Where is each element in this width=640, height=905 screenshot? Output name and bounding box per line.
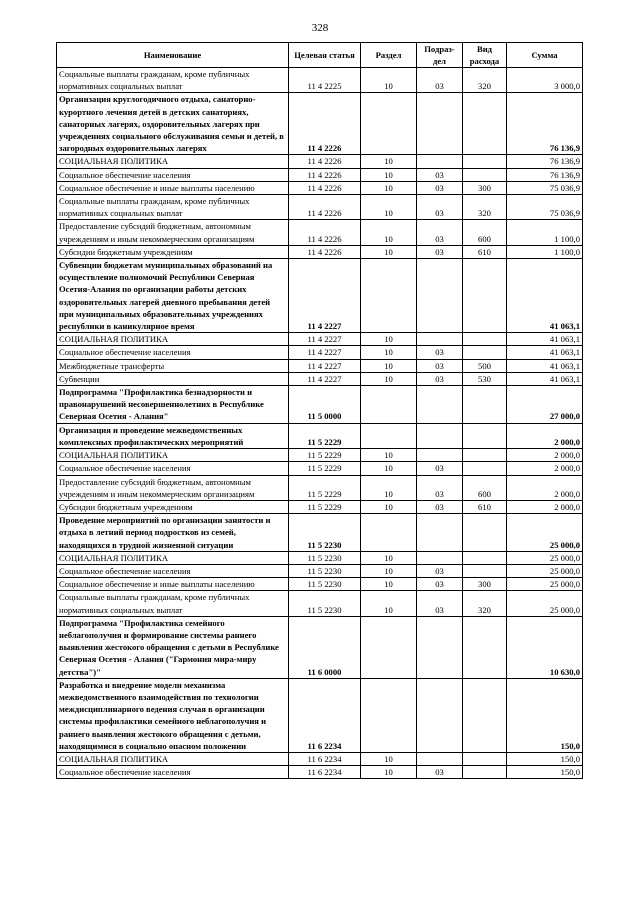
cell-subsection: 03 — [417, 359, 463, 372]
cell-expense-type: 500 — [463, 359, 507, 372]
table-row — [57, 168, 583, 181]
col-header-article: Целевая статья — [289, 43, 361, 68]
table-row — [57, 462, 583, 475]
cell-sum: 41 063,1 — [507, 259, 583, 333]
cell-subsection: 03 — [417, 462, 463, 475]
cell-section: 10 — [361, 346, 417, 359]
cell-name: Предоставление субсидий бюджетным, автономным учреждениям и иным некоммерческим организациям — [57, 475, 289, 500]
cell-section — [361, 514, 417, 552]
cell-sum: 76 136,9 — [507, 93, 583, 155]
cell-sum: 25 000,0 — [507, 578, 583, 591]
col-header-name: Наименование — [57, 43, 289, 68]
cell-name: Субвенции бюджетам муниципальных образований на осуществление полномочий Республики Северная Осетия-Алания по организации работы детских оздоровительных лагерей дневного пребывания детей при муниципальных образовательных учреждениях республики в каникулярное время — [57, 259, 289, 333]
cell-name: Проведение мероприятий по организации занятости и отдыха в летний период подростков из семей, находящихся в трудной жизненной ситуации — [57, 514, 289, 552]
cell-section: 10 — [361, 449, 417, 462]
cell-expense-type: 320 — [463, 68, 507, 93]
cell-section: 10 — [361, 578, 417, 591]
table-row — [57, 333, 583, 346]
cell-section — [361, 616, 417, 678]
cell-expense-type — [463, 462, 507, 475]
cell-section: 10 — [361, 500, 417, 513]
table-row — [57, 68, 583, 93]
cell-expense-type — [463, 616, 507, 678]
table-row — [57, 578, 583, 591]
cell-name: Социальное обеспечение и иные выплаты населению — [57, 181, 289, 194]
cell-article: 11 5 2230 — [289, 514, 361, 552]
cell-article: 11 4 2226 — [289, 220, 361, 245]
cell-expense-type: 600 — [463, 220, 507, 245]
cell-article: 11 4 2227 — [289, 346, 361, 359]
cell-sum: 41 063,1 — [507, 372, 583, 385]
cell-name: Социальные выплаты гражданам, кроме публичных нормативных социальных выплат — [57, 591, 289, 616]
cell-sum: 150,0 — [507, 766, 583, 779]
cell-name: Предоставление субсидий бюджетным, автономным учреждениям и иным некоммерческим организациям — [57, 220, 289, 245]
cell-subsection: 03 — [417, 168, 463, 181]
cell-sum: 25 000,0 — [507, 564, 583, 577]
cell-expense-type — [463, 93, 507, 155]
cell-subsection: 03 — [417, 346, 463, 359]
cell-section: 10 — [361, 372, 417, 385]
cell-subsection: 03 — [417, 564, 463, 577]
cell-sum: 2 000,0 — [507, 449, 583, 462]
cell-section: 10 — [361, 168, 417, 181]
cell-sum: 2 000,0 — [507, 462, 583, 475]
table-row — [57, 372, 583, 385]
cell-subsection: 03 — [417, 245, 463, 258]
cell-sum: 41 063,1 — [507, 359, 583, 372]
cell-name: СОЦИАЛЬНАЯ ПОЛИТИКА — [57, 449, 289, 462]
cell-subsection — [417, 616, 463, 678]
table-row — [57, 220, 583, 245]
cell-subsection — [417, 449, 463, 462]
cell-sum: 41 063,1 — [507, 333, 583, 346]
cell-article: 11 6 2234 — [289, 678, 361, 752]
cell-expense-type — [463, 155, 507, 168]
cell-expense-type — [463, 514, 507, 552]
cell-subsection: 03 — [417, 500, 463, 513]
cell-section — [361, 678, 417, 752]
cell-article: 11 4 2227 — [289, 372, 361, 385]
cell-name: Подпрограмма "Профилактика семейного неблагополучия и формирование системы раннего выявления жестокого обращения с детьми в Республике Северная Осетия - Алания ("Гармония мира-миру детства")" — [57, 616, 289, 678]
cell-name: Организация круглогодичного отдыха, санаторно-курортного лечения детей в детских санаториях, санаторных лагерях, оздоровительных лагерях при учреждениях социального обслуживания семьи и детей, в загородных оздоровительных лагерях — [57, 93, 289, 155]
budget-table — [56, 42, 583, 779]
cell-article: 11 4 2227 — [289, 259, 361, 333]
cell-expense-type — [463, 168, 507, 181]
cell-section: 10 — [361, 245, 417, 258]
cell-article: 11 4 2226 — [289, 181, 361, 194]
table-row — [57, 346, 583, 359]
cell-section: 10 — [361, 181, 417, 194]
cell-sum: 3 000,0 — [507, 68, 583, 93]
cell-article: 11 5 2230 — [289, 591, 361, 616]
cell-article: 11 4 2227 — [289, 359, 361, 372]
cell-article: 11 5 2229 — [289, 500, 361, 513]
cell-section: 10 — [361, 333, 417, 346]
cell-article: 11 4 2226 — [289, 245, 361, 258]
cell-article: 11 4 2227 — [289, 333, 361, 346]
cell-subsection — [417, 551, 463, 564]
cell-subsection — [417, 93, 463, 155]
cell-name: Социальное обеспечение населения — [57, 766, 289, 779]
cell-name: Субсидии бюджетным учреждениям — [57, 245, 289, 258]
cell-section: 10 — [361, 68, 417, 93]
cell-section: 10 — [361, 155, 417, 168]
table-row — [57, 386, 583, 424]
cell-sum: 150,0 — [507, 752, 583, 765]
cell-section: 10 — [361, 462, 417, 475]
cell-subsection: 03 — [417, 220, 463, 245]
cell-name: Разработка и внедрение модели механизма межведомственного взаимодействия по технологии междисциплинарного ведения случая в организации системы профилактики семейного неблагополучия и раннего выявления жестокого обращения с детьми, находящимися в социально опасном положении — [57, 678, 289, 752]
cell-expense-type — [463, 752, 507, 765]
cell-subsection: 03 — [417, 195, 463, 220]
cell-name: Межбюджетные трансферты — [57, 359, 289, 372]
cell-subsection — [417, 259, 463, 333]
cell-article: 11 4 2226 — [289, 93, 361, 155]
col-header-expense-type: Вид расхода — [463, 43, 507, 68]
cell-sum: 27 000,0 — [507, 386, 583, 424]
cell-subsection — [417, 155, 463, 168]
table-row — [57, 423, 583, 448]
cell-sum: 75 036,9 — [507, 181, 583, 194]
cell-subsection — [417, 423, 463, 448]
cell-expense-type — [463, 386, 507, 424]
cell-name: Социальные выплаты гражданам, кроме публичных нормативных социальных выплат — [57, 68, 289, 93]
cell-sum: 25 000,0 — [507, 514, 583, 552]
table-row — [57, 181, 583, 194]
cell-subsection: 03 — [417, 475, 463, 500]
cell-expense-type — [463, 423, 507, 448]
cell-section: 10 — [361, 752, 417, 765]
cell-name: Субвенции — [57, 372, 289, 385]
cell-name: Подпрограмма "Профилактика безнадзорности и правонарушений несовершеннолетних в Республике Северная Осетия - Алания" — [57, 386, 289, 424]
cell-name: Социальное обеспечение населения — [57, 462, 289, 475]
table-row — [57, 591, 583, 616]
cell-section: 10 — [361, 475, 417, 500]
cell-subsection — [417, 386, 463, 424]
cell-article: 11 5 2229 — [289, 462, 361, 475]
table-row — [57, 245, 583, 258]
cell-section: 10 — [361, 195, 417, 220]
cell-sum: 2 000,0 — [507, 500, 583, 513]
cell-subsection: 03 — [417, 766, 463, 779]
cell-sum: 76 136,9 — [507, 155, 583, 168]
cell-article: 11 5 2230 — [289, 578, 361, 591]
cell-subsection: 03 — [417, 68, 463, 93]
cell-expense-type: 610 — [463, 500, 507, 513]
cell-expense-type — [463, 766, 507, 779]
cell-name: Социальные выплаты гражданам, кроме публичных нормативных социальных выплат — [57, 195, 289, 220]
cell-section: 10 — [361, 564, 417, 577]
table-row — [57, 766, 583, 779]
table-row — [57, 155, 583, 168]
cell-name: Организация и проведение межведомственных комплексных профилактических мероприятий — [57, 423, 289, 448]
table-row — [57, 564, 583, 577]
cell-subsection — [417, 514, 463, 552]
table-row — [57, 678, 583, 752]
cell-subsection: 03 — [417, 578, 463, 591]
col-header-sum: Сумма — [507, 43, 583, 68]
table-row — [57, 500, 583, 513]
cell-expense-type — [463, 346, 507, 359]
cell-name: Социальное обеспечение и иные выплаты населению — [57, 578, 289, 591]
cell-sum: 75 036,9 — [507, 195, 583, 220]
cell-article: 11 6 2234 — [289, 752, 361, 765]
cell-section: 10 — [361, 551, 417, 564]
cell-sum: 2 000,0 — [507, 423, 583, 448]
cell-expense-type: 300 — [463, 181, 507, 194]
cell-sum: 41 063,1 — [507, 346, 583, 359]
cell-article: 11 5 2229 — [289, 423, 361, 448]
cell-subsection: 03 — [417, 181, 463, 194]
table-row — [57, 616, 583, 678]
cell-expense-type — [463, 551, 507, 564]
cell-expense-type: 320 — [463, 195, 507, 220]
cell-expense-type: 600 — [463, 475, 507, 500]
cell-name: СОЦИАЛЬНАЯ ПОЛИТИКА — [57, 155, 289, 168]
cell-name: Социальное обеспечение населения — [57, 168, 289, 181]
table-row — [57, 475, 583, 500]
cell-sum: 150,0 — [507, 678, 583, 752]
cell-expense-type — [463, 678, 507, 752]
cell-section — [361, 93, 417, 155]
cell-article: 11 4 2225 — [289, 68, 361, 93]
page-number: 328 — [311, 22, 329, 34]
cell-sum: 10 630,0 — [507, 616, 583, 678]
table-body — [57, 68, 583, 779]
cell-article: 11 4 2226 — [289, 155, 361, 168]
table-row — [57, 514, 583, 552]
cell-section — [361, 423, 417, 448]
table-row — [57, 93, 583, 155]
cell-article: 11 6 0000 — [289, 616, 361, 678]
cell-sum: 25 000,0 — [507, 591, 583, 616]
cell-name: СОЦИАЛЬНАЯ ПОЛИТИКА — [57, 333, 289, 346]
cell-article: 11 6 2234 — [289, 766, 361, 779]
cell-expense-type: 610 — [463, 245, 507, 258]
table-header-row — [57, 43, 583, 68]
table-row — [57, 259, 583, 333]
cell-section — [361, 386, 417, 424]
cell-expense-type — [463, 449, 507, 462]
cell-expense-type: 530 — [463, 372, 507, 385]
cell-name: СОЦИАЛЬНАЯ ПОЛИТИКА — [57, 752, 289, 765]
cell-article: 11 5 2229 — [289, 475, 361, 500]
cell-expense-type — [463, 259, 507, 333]
cell-section: 10 — [361, 359, 417, 372]
table-row — [57, 752, 583, 765]
cell-sum: 2 000,0 — [507, 475, 583, 500]
cell-sum: 1 100,0 — [507, 245, 583, 258]
cell-article: 11 4 2226 — [289, 195, 361, 220]
cell-article: 11 4 2226 — [289, 168, 361, 181]
col-header-subsection: Подраз-дел — [417, 43, 463, 68]
cell-expense-type — [463, 564, 507, 577]
cell-article: 11 5 0000 — [289, 386, 361, 424]
cell-expense-type — [463, 333, 507, 346]
table-row — [57, 449, 583, 462]
cell-name: Субсидии бюджетным учреждениям — [57, 500, 289, 513]
cell-subsection — [417, 333, 463, 346]
cell-article: 11 5 2229 — [289, 449, 361, 462]
cell-section: 10 — [361, 591, 417, 616]
cell-subsection: 03 — [417, 591, 463, 616]
table-row — [57, 195, 583, 220]
cell-subsection: 03 — [417, 372, 463, 385]
table-row — [57, 359, 583, 372]
cell-sum: 1 100,0 — [507, 220, 583, 245]
cell-subsection — [417, 752, 463, 765]
cell-expense-type: 300 — [463, 578, 507, 591]
cell-section: 10 — [361, 220, 417, 245]
cell-expense-type: 320 — [463, 591, 507, 616]
cell-sum: 25 000,0 — [507, 551, 583, 564]
cell-section — [361, 259, 417, 333]
cell-subsection — [417, 678, 463, 752]
cell-section: 10 — [361, 766, 417, 779]
cell-name: Социальное обеспечение населения — [57, 564, 289, 577]
table-row — [57, 551, 583, 564]
cell-name: Социальное обеспечение населения — [57, 346, 289, 359]
col-header-section: Раздел — [361, 43, 417, 68]
cell-article: 11 5 2230 — [289, 551, 361, 564]
cell-article: 11 5 2230 — [289, 564, 361, 577]
cell-name: СОЦИАЛЬНАЯ ПОЛИТИКА — [57, 551, 289, 564]
cell-sum: 76 136,9 — [507, 168, 583, 181]
